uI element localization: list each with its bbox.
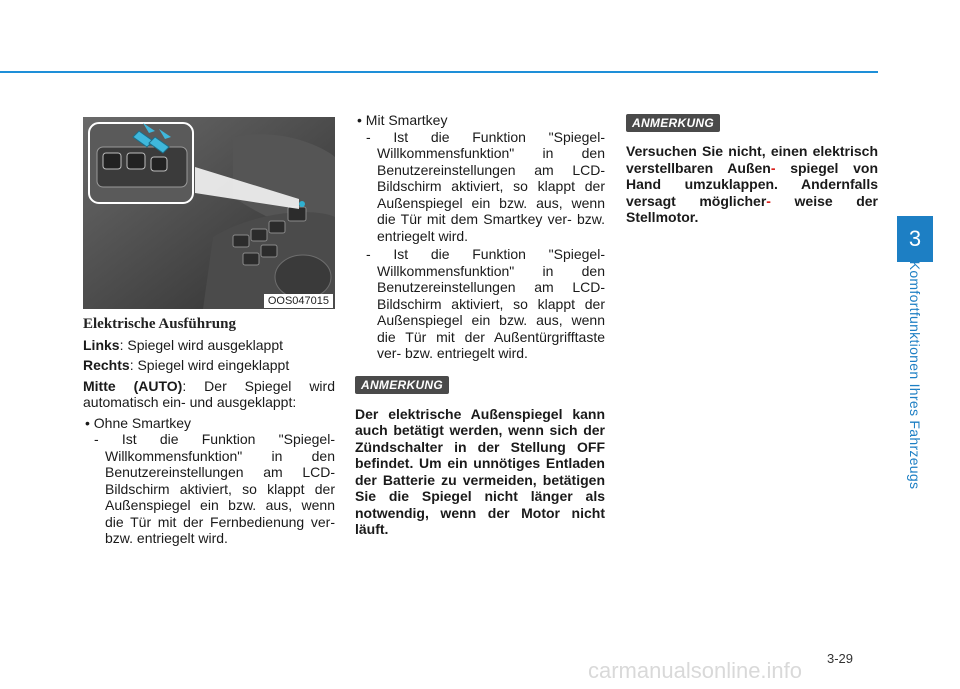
mitte-text: : Der Spiegel wird automatisch ein- und ausgeklappt: (83, 377, 335, 410)
chapter-title: Komfortfunktionen Ihres Fahrzeugs (907, 260, 923, 490)
chapter-number: 3 (908, 226, 922, 251)
middle-column (355, 112, 605, 538)
bullet-ohne-smartkey: • Ohne Smartkey (85, 414, 192, 431)
door-switch-figure (83, 117, 335, 309)
header-rule (0, 71, 878, 73)
watermark-text: carmanualsonline.info (588, 658, 803, 683)
hyphen-mark: - (770, 159, 776, 176)
figure-caption: OOS047015 (264, 294, 333, 308)
sub-item-fernbedienung: - Ist die Funktion "Spiegel-Willkommensfunktion" in den Benutzereinstellungen am LCD-Bildschirm aktiviert, so klappt der Außenspiegel ein bzw. aus, wenn die Tür mit der Fernbedienung ver- bzw. entriegelt wird. (94, 431, 335, 546)
hyphen-mark: - (766, 192, 771, 209)
note-badge: ANMERKUNG (355, 376, 449, 394)
right-column (626, 114, 878, 226)
note-badge: ANMERKUNG (626, 114, 720, 132)
section-heading: Elektrische Ausführung (83, 316, 236, 332)
rechts-paragraph (83, 357, 335, 374)
left-column (83, 117, 335, 549)
note-line: Versuchen Sie nicht, einen elektrisch verstellbaren Außen (626, 143, 878, 176)
note-text (626, 143, 878, 226)
mitte-paragraph (83, 378, 335, 411)
mitte-label: Mitte (AUTO) (83, 377, 183, 394)
links-paragraph (83, 337, 335, 354)
sub-item-smartkey: - Ist die Funktion "Spiegel-Willkommensfunktion" in den Benutzereinstellungen am LCD-Bildschirm aktiviert, so klappt der Außenspiegel ein bzw. aus, wenn die Tür mit dem Smartkey ver- bzw. entriegelt wird. (366, 128, 605, 244)
links-label: Links (83, 336, 120, 353)
note-line: spiegel von Hand umzuklappen. Andernfalls versagt möglicher (626, 159, 878, 209)
rechts-text: : Spiegel wird eingeklappt (129, 357, 290, 373)
chapter-number-tab (897, 216, 933, 262)
door-panel-illustration (83, 117, 335, 309)
links-text: : Spiegel wird ausgeklappt (119, 336, 284, 353)
note-text: Der elektrische Außenspiegel kann auch betätigt werden, wenn sich der Zündschalter in der Stellung OFF befindet. Um ein unnötiges Entladen der Batterie zu vermeiden, betätigen Sie die Spiegel nicht länger als notwendig, wenn der Motor nicht läuft. (355, 405, 605, 537)
note-line: weise der Stellmotor. (626, 192, 878, 225)
page-number: 3-29 (827, 651, 854, 666)
bullet-mit-smartkey: • Mit Smartkey (357, 112, 448, 128)
rechts-label: Rechts (83, 357, 130, 373)
sub-item-tuergrifftaste: - Ist die Funktion "Spiegel-Willkommensfunktion" in den Benutzereinstellungen am LCD-Bildschirm aktiviert, so klappt der Außenspiegel ein bzw. aus, wenn die Tür mit der Außentürgrifftaste ver- bzw. entriegelt wird. (366, 246, 605, 361)
